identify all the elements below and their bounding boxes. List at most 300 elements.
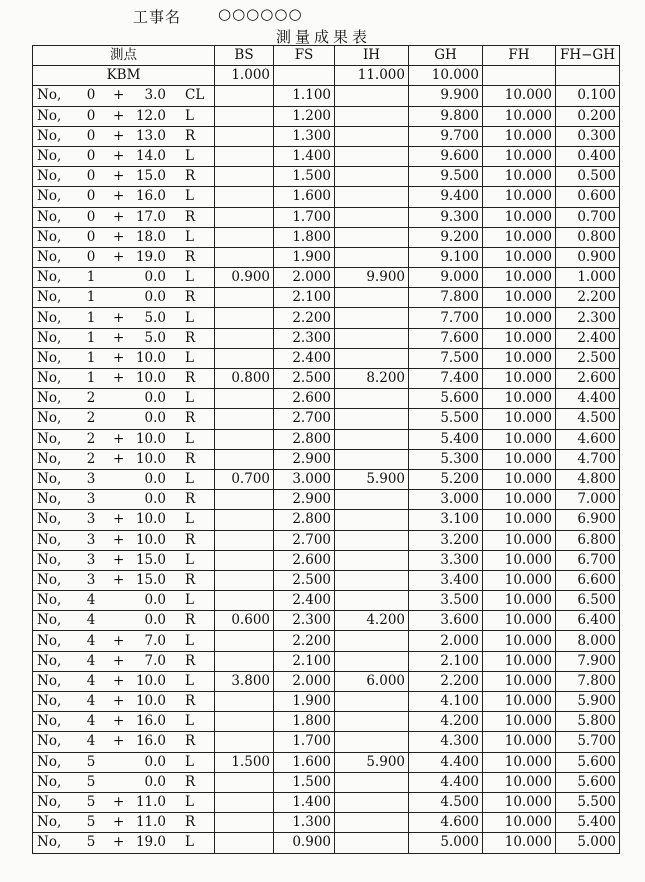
fh-value: 10.000 <box>483 792 556 812</box>
station-number: 2 <box>86 390 96 407</box>
ih-value <box>335 389 409 409</box>
offset-distance: 10.0 <box>135 430 166 447</box>
gh-value: 5.400 <box>409 429 483 449</box>
table-row <box>33 530 620 550</box>
fh-minus-gh-value: 2.500 <box>556 348 620 368</box>
bs-value <box>215 146 274 166</box>
fs-value: 1.300 <box>274 813 335 833</box>
station-no-prefix: No, <box>37 491 62 508</box>
fh-value: 10.000 <box>483 247 556 267</box>
fh-minus-gh-value: 4.500 <box>556 409 620 429</box>
station-number: 0 <box>86 188 96 205</box>
station-no-prefix: No, <box>37 208 62 225</box>
fh-minus-gh-value: 0.700 <box>556 207 620 227</box>
table-row <box>33 732 620 752</box>
gh-value: 3.200 <box>409 530 483 550</box>
gh-value: 9.200 <box>409 227 483 247</box>
bs-value <box>215 308 274 328</box>
plus-sign: + <box>113 571 125 588</box>
offset-distance: 10.0 <box>135 370 166 387</box>
fs-value: 2.200 <box>274 308 335 328</box>
station-no-prefix: No, <box>37 814 62 831</box>
station-no-prefix: No, <box>37 107 62 124</box>
offset-distance: 0.0 <box>144 269 166 286</box>
plus-sign: + <box>113 672 125 689</box>
table-row <box>33 268 620 288</box>
side-code: L <box>185 269 194 286</box>
bs-value <box>215 490 274 510</box>
fh-minus-gh-value: 2.200 <box>556 288 620 308</box>
offset-distance: 10.0 <box>135 672 166 689</box>
gh-value: 9.000 <box>409 268 483 288</box>
ih-value <box>335 167 409 187</box>
table-row <box>33 106 620 126</box>
side-code: R <box>185 289 196 306</box>
ih-value: 6.000 <box>335 671 409 691</box>
station-number: 3 <box>86 531 96 548</box>
table-row <box>33 712 620 732</box>
station-number: 4 <box>86 612 96 629</box>
station-cell <box>33 207 215 227</box>
ih-value <box>335 207 409 227</box>
gh-value: 9.300 <box>409 207 483 227</box>
fh-value: 10.000 <box>483 126 556 146</box>
offset-distance: 19.0 <box>135 834 166 851</box>
station-number: 5 <box>86 753 96 770</box>
fh-minus-gh-value: 5.800 <box>556 712 620 732</box>
fh-value: 10.000 <box>483 591 556 611</box>
fs-value: 1.500 <box>274 772 335 792</box>
fh-minus-gh-value: 1.000 <box>556 268 620 288</box>
fh-value: 10.000 <box>483 752 556 772</box>
plus-sign: + <box>113 814 125 831</box>
fh-minus-gh-value: 4.600 <box>556 429 620 449</box>
plus-sign: + <box>113 107 125 124</box>
table-row <box>33 490 620 510</box>
ih-value <box>335 712 409 732</box>
table-row <box>33 772 620 792</box>
plus-sign: + <box>113 349 125 366</box>
bs-value <box>215 348 274 368</box>
plus-sign: + <box>113 834 125 851</box>
offset-distance: 11.0 <box>135 794 166 811</box>
gh-value: 5.000 <box>409 833 483 853</box>
station-number: 2 <box>86 450 96 467</box>
gh-value: 3.100 <box>409 510 483 530</box>
station-number: 1 <box>86 329 96 346</box>
fh-minus-gh-value: 0.100 <box>556 86 620 106</box>
station-number: 0 <box>86 248 96 265</box>
ih-value <box>335 126 409 146</box>
plus-sign: + <box>113 551 125 568</box>
ih-value <box>335 813 409 833</box>
offset-distance: 0.0 <box>144 491 166 508</box>
side-code: L <box>185 551 194 568</box>
offset-distance: 15.0 <box>135 551 166 568</box>
side-code: L <box>185 794 194 811</box>
bs-value <box>215 449 274 469</box>
station-no-prefix: No, <box>37 450 62 467</box>
station-no-prefix: No, <box>37 390 62 407</box>
table-row <box>33 146 620 166</box>
ih-value <box>335 692 409 712</box>
bs-value <box>215 86 274 106</box>
station-no-prefix: No, <box>37 551 62 568</box>
gh-value: 9.100 <box>409 247 483 267</box>
fs-value: 2.800 <box>274 429 335 449</box>
bs-value <box>215 570 274 590</box>
bs-value <box>215 429 274 449</box>
ih-value: 5.900 <box>335 752 409 772</box>
table-row <box>33 469 620 489</box>
header-row <box>33 46 620 66</box>
table-row <box>33 86 620 106</box>
side-code: R <box>185 571 196 588</box>
fh-value: 10.000 <box>483 409 556 429</box>
plus-sign: + <box>113 531 125 548</box>
project-label: 工事名 <box>133 8 182 26</box>
station-number: 0 <box>86 148 96 165</box>
station-cell <box>33 570 215 590</box>
fh-minus-gh-value: 5.400 <box>556 813 620 833</box>
fs-value: 1.700 <box>274 732 335 752</box>
station-no-prefix: No, <box>37 289 62 306</box>
gh-value: 9.800 <box>409 106 483 126</box>
fh-minus-gh-value: 4.700 <box>556 449 620 469</box>
station-cell <box>33 772 215 792</box>
gh-value: 9.500 <box>409 167 483 187</box>
ih-value: 9.900 <box>335 268 409 288</box>
station-number: 0 <box>86 208 96 225</box>
project-name: ○○○○○○ <box>218 5 303 23</box>
offset-distance: 0.0 <box>144 753 166 770</box>
station-number: 2 <box>86 430 96 447</box>
fh-minus-gh-value: 2.400 <box>556 328 620 348</box>
offset-distance: 5.0 <box>144 309 166 326</box>
station-number: 0 <box>86 127 96 144</box>
document-header <box>0 0 645 46</box>
fs-value: 1.800 <box>274 227 335 247</box>
offset-distance: 18.0 <box>135 228 166 245</box>
offset-distance: 0.0 <box>144 471 166 488</box>
kbm-bs: 1.000 <box>215 66 274 86</box>
station-cell <box>33 732 215 752</box>
offset-distance: 3.0 <box>144 87 166 104</box>
fh-value: 10.000 <box>483 833 556 853</box>
gh-value: 4.400 <box>409 772 483 792</box>
fs-value: 2.600 <box>274 550 335 570</box>
station-no-prefix: No, <box>37 188 62 205</box>
station-no-prefix: No, <box>37 471 62 488</box>
offset-distance: 10.0 <box>135 349 166 366</box>
station-cell <box>33 126 215 146</box>
fh-minus-gh-value: 0.800 <box>556 227 620 247</box>
fh-minus-gh-value: 6.700 <box>556 550 620 570</box>
bs-value: 0.600 <box>215 611 274 631</box>
station-cell <box>33 86 215 106</box>
table-row <box>33 631 620 651</box>
side-code: L <box>185 632 194 649</box>
side-code: L <box>185 107 194 124</box>
side-code: L <box>185 390 194 407</box>
fh-value: 10.000 <box>483 510 556 530</box>
fh-value: 10.000 <box>483 469 556 489</box>
fs-value: 2.400 <box>274 591 335 611</box>
bs-value: 0.800 <box>215 369 274 389</box>
station-no-prefix: No, <box>37 834 62 851</box>
ih-value <box>335 530 409 550</box>
bs-value <box>215 833 274 853</box>
plus-sign: + <box>113 148 125 165</box>
gh-value: 5.300 <box>409 449 483 469</box>
station-cell <box>33 328 215 348</box>
table-row <box>33 247 620 267</box>
station-no-prefix: No, <box>37 228 62 245</box>
station-no-prefix: No, <box>37 269 62 286</box>
side-code: L <box>185 834 194 851</box>
ih-value <box>335 732 409 752</box>
gh-value: 3.000 <box>409 490 483 510</box>
fs-value: 2.800 <box>274 510 335 530</box>
station-number: 3 <box>86 551 96 568</box>
fs-value: 2.100 <box>274 651 335 671</box>
table-row <box>33 752 620 772</box>
fs-value: 2.200 <box>274 631 335 651</box>
station-cell <box>33 146 215 166</box>
station-cell <box>33 449 215 469</box>
ih-value <box>335 591 409 611</box>
bs-value: 0.700 <box>215 469 274 489</box>
fh-minus-gh-value: 6.800 <box>556 530 620 550</box>
side-code: L <box>185 228 194 245</box>
side-code: L <box>185 753 194 770</box>
side-code: R <box>185 612 196 629</box>
station-cell <box>33 288 215 308</box>
fh-minus-gh-value: 2.300 <box>556 308 620 328</box>
ih-value <box>335 227 409 247</box>
table-row <box>33 328 620 348</box>
offset-distance: 0.0 <box>144 773 166 790</box>
fh-value: 10.000 <box>483 288 556 308</box>
fh-minus-gh-value: 6.500 <box>556 591 620 611</box>
station-cell <box>33 348 215 368</box>
ih-value <box>335 348 409 368</box>
station-cell <box>33 429 215 449</box>
gh-value: 4.100 <box>409 692 483 712</box>
fh-minus-gh-value: 5.900 <box>556 692 620 712</box>
fh-value: 10.000 <box>483 772 556 792</box>
fs-value: 2.000 <box>274 671 335 691</box>
gh-value: 2.200 <box>409 671 483 691</box>
station-number: 1 <box>86 289 96 306</box>
station-no-prefix: No, <box>37 733 62 750</box>
ih-value <box>335 833 409 853</box>
fs-value: 1.400 <box>274 146 335 166</box>
fh-minus-gh-value: 5.000 <box>556 833 620 853</box>
fh-value: 10.000 <box>483 631 556 651</box>
fh-value: 10.000 <box>483 207 556 227</box>
side-code: R <box>185 168 196 185</box>
plus-sign: + <box>113 693 125 710</box>
gh-value: 7.600 <box>409 328 483 348</box>
bs-value <box>215 550 274 570</box>
fs-value: 2.500 <box>274 570 335 590</box>
side-code: L <box>185 471 194 488</box>
fs-value: 2.900 <box>274 449 335 469</box>
fh-value: 10.000 <box>483 146 556 166</box>
plus-sign: + <box>113 511 125 528</box>
station-cell <box>33 469 215 489</box>
ih-value <box>335 187 409 207</box>
bs-value <box>215 692 274 712</box>
gh-value: 3.400 <box>409 570 483 590</box>
gh-value: 4.600 <box>409 813 483 833</box>
side-code: R <box>185 329 196 346</box>
table-row <box>33 288 620 308</box>
table-row <box>33 167 620 187</box>
fh-minus-gh-value: 0.600 <box>556 187 620 207</box>
offset-distance: 0.0 <box>144 410 166 427</box>
ih-value <box>335 288 409 308</box>
ih-value <box>335 146 409 166</box>
station-number: 0 <box>86 228 96 245</box>
side-code: L <box>185 430 194 447</box>
side-code: L <box>185 713 194 730</box>
offset-distance: 11.0 <box>135 814 166 831</box>
fh-value: 10.000 <box>483 187 556 207</box>
fh-minus-gh-value: 6.600 <box>556 570 620 590</box>
station-no-prefix: No, <box>37 571 62 588</box>
ih-value <box>335 429 409 449</box>
station-number: 4 <box>86 713 96 730</box>
table-row <box>33 207 620 227</box>
bs-value <box>215 187 274 207</box>
offset-distance: 15.0 <box>135 571 166 588</box>
plus-sign: + <box>113 309 125 326</box>
fs-value: 1.900 <box>274 247 335 267</box>
fh-minus-gh-value: 7.000 <box>556 490 620 510</box>
bs-value: 1.500 <box>215 752 274 772</box>
fh-minus-gh-value: 4.800 <box>556 469 620 489</box>
bs-value <box>215 631 274 651</box>
fh-value: 10.000 <box>483 651 556 671</box>
plus-sign: + <box>113 733 125 750</box>
gh-value: 2.000 <box>409 631 483 651</box>
table-row <box>33 591 620 611</box>
bs-value <box>215 167 274 187</box>
station-no-prefix: No, <box>37 612 62 629</box>
station-no-prefix: No, <box>37 713 62 730</box>
plus-sign: + <box>113 713 125 730</box>
bs-value <box>215 389 274 409</box>
plus-sign: + <box>113 370 125 387</box>
gh-value: 9.900 <box>409 86 483 106</box>
station-no-prefix: No, <box>37 329 62 346</box>
gh-value: 5.200 <box>409 469 483 489</box>
station-number: 0 <box>86 87 96 104</box>
station-no-prefix: No, <box>37 168 62 185</box>
bs-value <box>215 409 274 429</box>
offset-distance: 19.0 <box>135 248 166 265</box>
bs-value: 3.800 <box>215 671 274 691</box>
station-cell <box>33 167 215 187</box>
survey-results-table <box>32 45 620 854</box>
plus-sign: + <box>113 168 125 185</box>
side-code: R <box>185 127 196 144</box>
fs-value: 2.500 <box>274 369 335 389</box>
fs-value: 2.900 <box>274 490 335 510</box>
offset-distance: 0.0 <box>144 390 166 407</box>
side-code: R <box>185 652 196 669</box>
fh-minus-gh-value: 0.300 <box>556 126 620 146</box>
side-code: L <box>185 309 194 326</box>
station-cell <box>33 651 215 671</box>
station-number: 4 <box>86 652 96 669</box>
fs-value: 2.300 <box>274 611 335 631</box>
table-row <box>33 671 620 691</box>
table-row <box>33 813 620 833</box>
gh-value: 4.300 <box>409 732 483 752</box>
fh-minus-gh-value: 7.900 <box>556 651 620 671</box>
side-code: CL <box>185 87 205 104</box>
offset-distance: 16.0 <box>135 188 166 205</box>
fs-value: 1.700 <box>274 207 335 227</box>
offset-distance: 16.0 <box>135 733 166 750</box>
kbm-gh: 10.000 <box>409 66 483 86</box>
ih-value: 5.900 <box>335 469 409 489</box>
fs-value: 3.000 <box>274 469 335 489</box>
plus-sign: + <box>113 632 125 649</box>
station-no-prefix: No, <box>37 672 62 689</box>
ih-value <box>335 792 409 812</box>
station-number: 4 <box>86 693 96 710</box>
side-code: R <box>185 450 196 467</box>
station-number: 4 <box>86 733 96 750</box>
station-cell <box>33 268 215 288</box>
fh-minus-gh-value: 5.600 <box>556 752 620 772</box>
station-no-prefix: No, <box>37 773 62 790</box>
fs-value: 1.500 <box>274 167 335 187</box>
plus-sign: + <box>113 652 125 669</box>
station-cell <box>33 369 215 389</box>
plus-sign: + <box>113 248 125 265</box>
fs-value: 2.400 <box>274 348 335 368</box>
station-cell <box>33 106 215 126</box>
bs-value <box>215 712 274 732</box>
fh-value: 10.000 <box>483 530 556 550</box>
table-row <box>33 409 620 429</box>
plus-sign: + <box>113 329 125 346</box>
fh-value: 10.000 <box>483 167 556 187</box>
side-code: L <box>185 672 194 689</box>
bs-value <box>215 792 274 812</box>
ih-value <box>335 510 409 530</box>
station-no-prefix: No, <box>37 127 62 144</box>
side-code: R <box>185 814 196 831</box>
station-no-prefix: No, <box>37 87 62 104</box>
fs-value: 2.700 <box>274 530 335 550</box>
station-cell <box>33 671 215 691</box>
fs-value: 1.600 <box>274 752 335 772</box>
plus-sign: + <box>113 127 125 144</box>
table-row <box>33 651 620 671</box>
fh-value: 10.000 <box>483 611 556 631</box>
station-no-prefix: No, <box>37 652 62 669</box>
fs-value: 1.800 <box>274 712 335 732</box>
fh-minus-gh-value: 4.400 <box>556 389 620 409</box>
plus-sign: + <box>113 87 125 104</box>
table-row <box>33 187 620 207</box>
